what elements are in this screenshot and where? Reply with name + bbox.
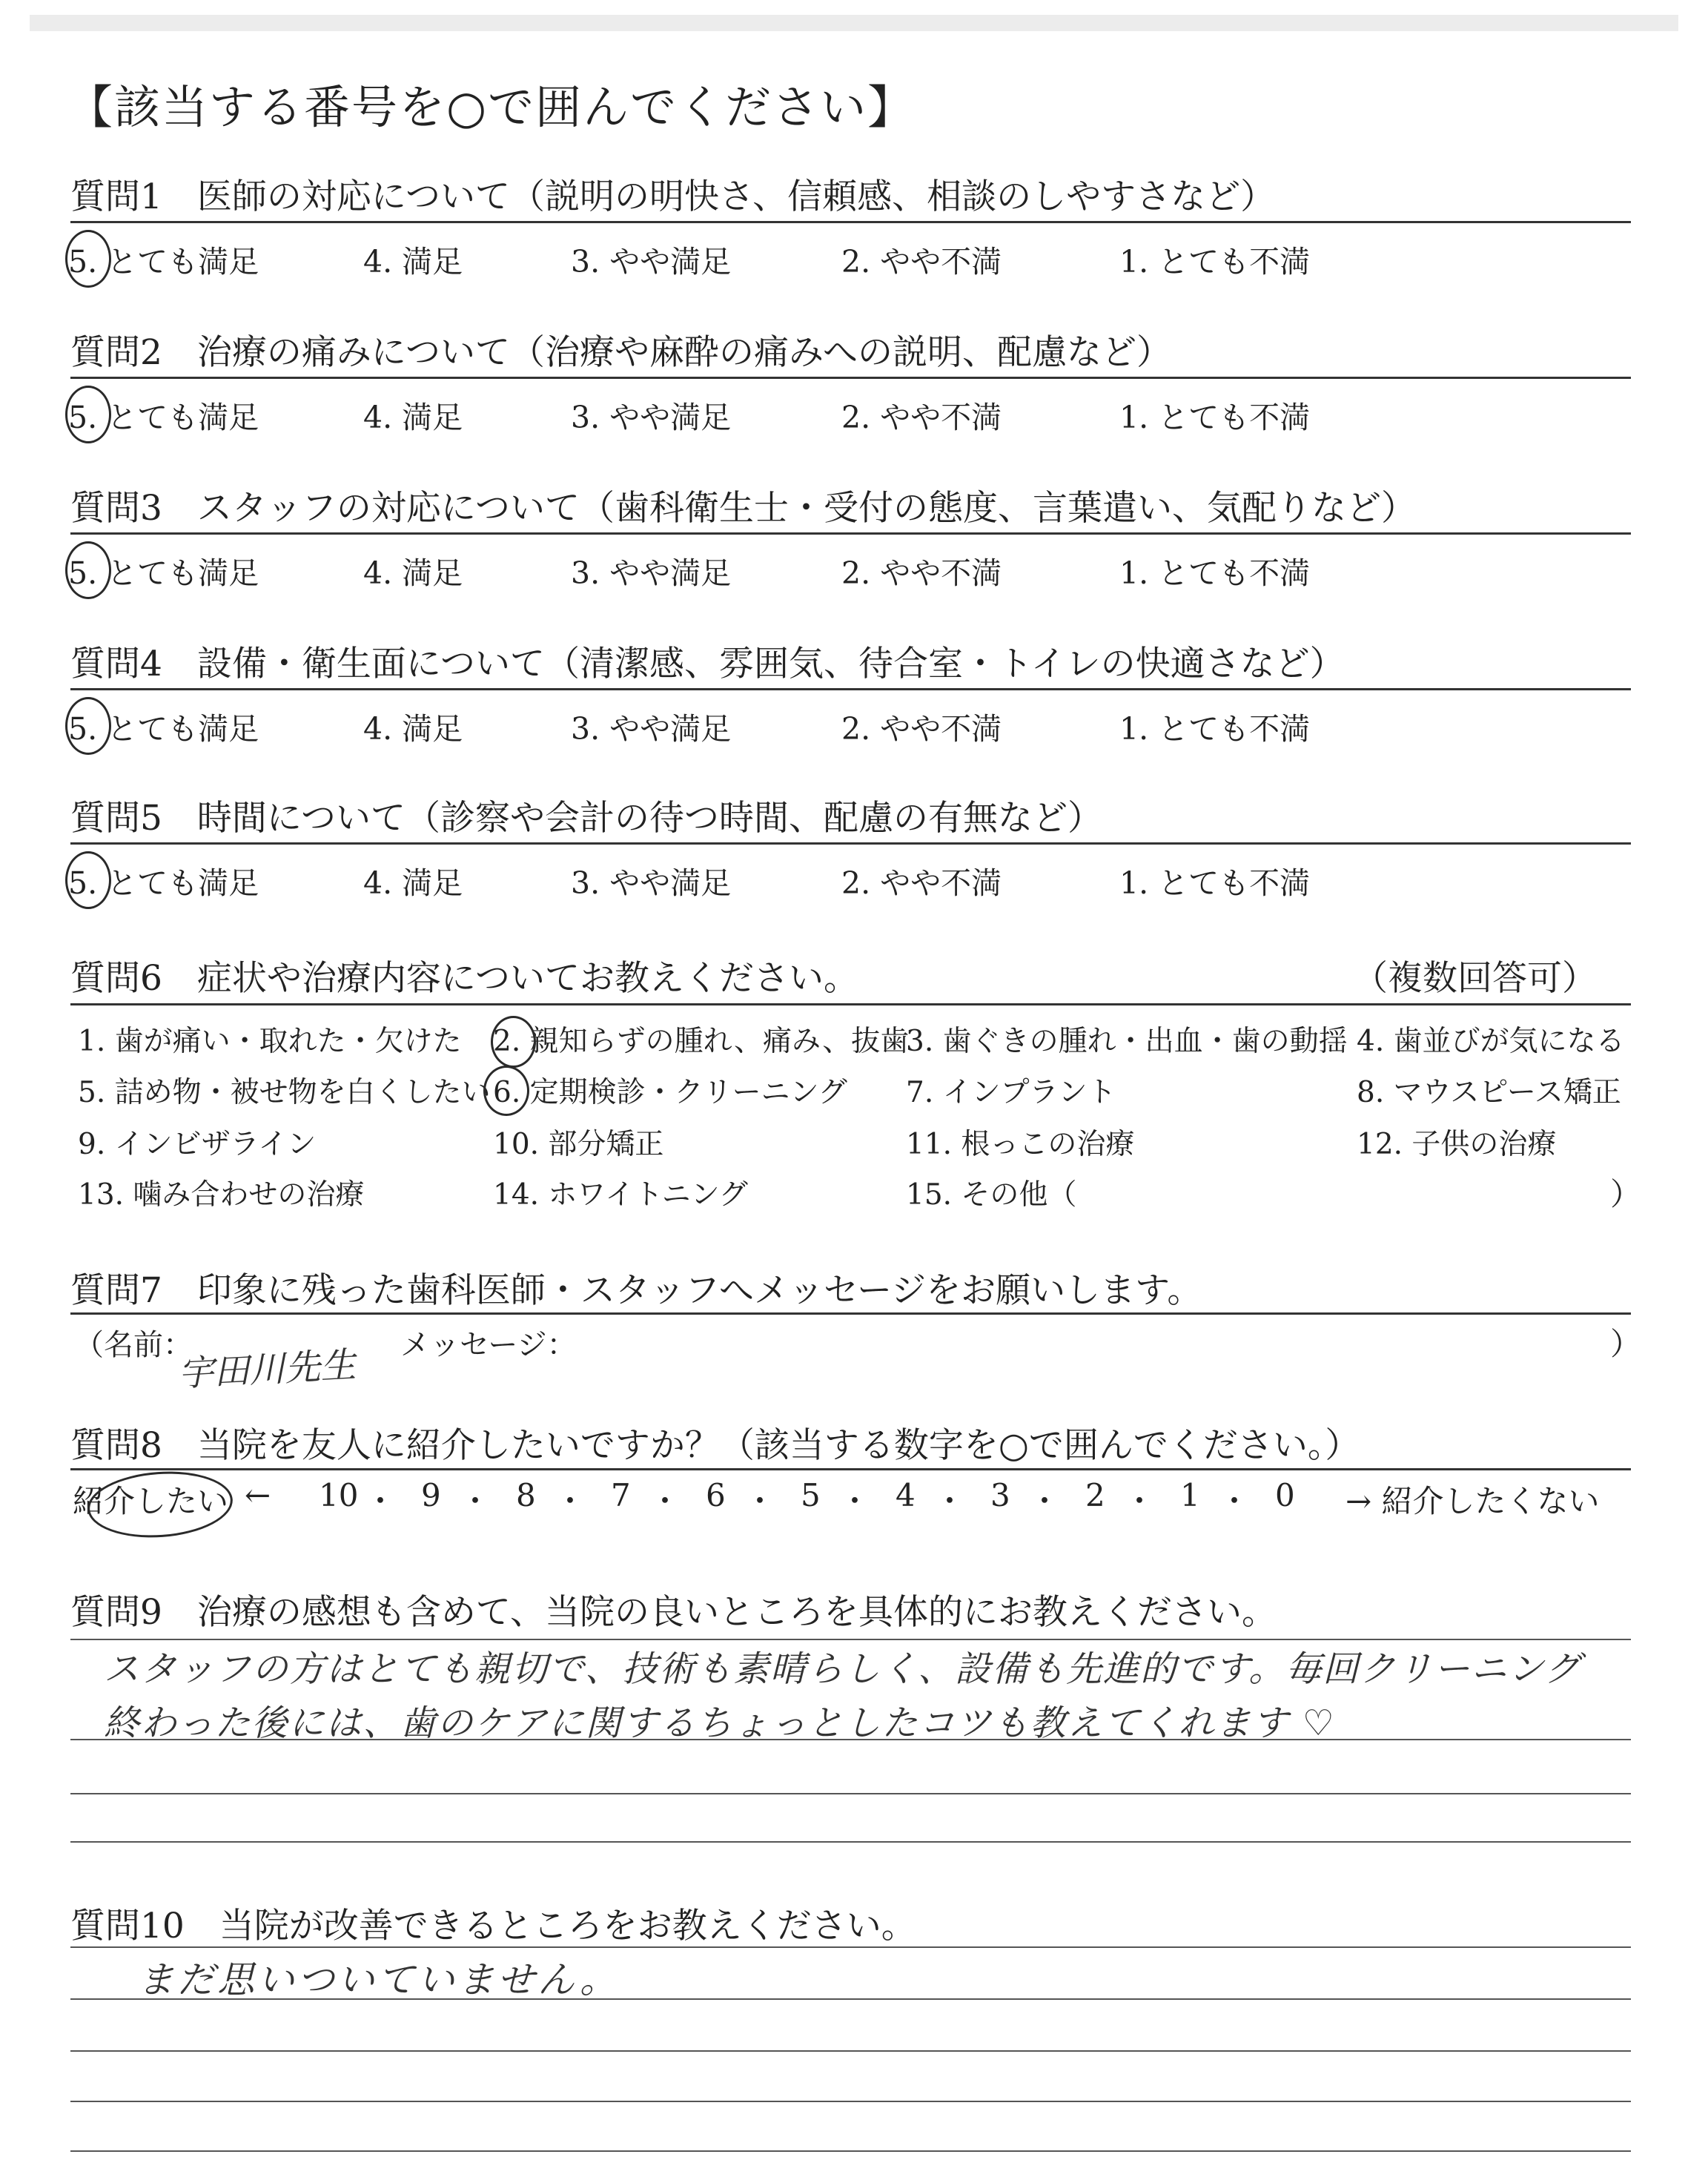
- q6-multi-note: （複数回答可）: [1353, 958, 1597, 999]
- q3-option[interactable]: 4. 満足: [363, 555, 463, 591]
- q10-line-1: [70, 1946, 1631, 1948]
- q8-scale-separator: ・: [1219, 1483, 1251, 1519]
- q3-option[interactable]: 5. とても満足: [68, 555, 259, 591]
- q8-scale-separator: ・: [839, 1483, 871, 1519]
- q6-item[interactable]: 12. 子供の治療: [1357, 1128, 1557, 1161]
- q8-scale-number[interactable]: 6: [706, 1477, 726, 1513]
- q6-item[interactable]: 2. 親知らずの腫れ、痛み、抜歯: [493, 1025, 910, 1058]
- q8-scale-number[interactable]: 1: [1180, 1477, 1200, 1513]
- q4-option[interactable]: 4. 満足: [363, 711, 463, 747]
- q7-rule: [70, 1312, 1631, 1315]
- q9-answer-line-1: スタッフの方はとても親切で、技術も素晴らしく、設備も先進的です。毎回クリーニング: [104, 1648, 1582, 1690]
- q10-line-5: [70, 2150, 1631, 2152]
- q1-option[interactable]: 3. やや満足: [571, 244, 732, 280]
- q8-scale-separator: ・: [365, 1483, 397, 1519]
- q3-option[interactable]: 1. とても不満: [1119, 555, 1311, 591]
- q6-selected-6-circle: [483, 1066, 529, 1116]
- q9-answer-line-2: 終わった後には、歯のケアに関するちょっとしたコツも教えてくれます ♡: [104, 1702, 1336, 1744]
- q8-scale-separator: ・: [649, 1483, 681, 1519]
- q6-item[interactable]: 13. 噛み合わせの治療: [78, 1178, 365, 1212]
- q1-option[interactable]: 5. とても満足: [68, 244, 259, 280]
- q9-line-4: [70, 1841, 1631, 1843]
- q6-item[interactable]: 11. 根っこの治療: [906, 1128, 1135, 1161]
- q6-item[interactable]: 7. インプラント: [906, 1076, 1116, 1109]
- q5-option[interactable]: 2. やや不満: [841, 865, 1002, 901]
- q4-title: 質問4 設備・衛生面について（清潔感、雰囲気、待合室・トイレの快適さなど）: [70, 644, 1345, 684]
- q3-option[interactable]: 3. やや満足: [571, 555, 732, 591]
- q8-scale-separator: ・: [744, 1483, 776, 1519]
- q6-item[interactable]: 4. 歯並びが気になる: [1357, 1025, 1625, 1058]
- q4-option[interactable]: 1. とても不満: [1119, 711, 1311, 747]
- q10-line-3: [70, 2050, 1631, 2052]
- q8-title: 質問8 当院を友人に紹介したいですか？（該当する数字を○で囲んでください。）: [70, 1425, 1360, 1466]
- q10-title: 質問10 当院が改善できるところをお教えください。: [70, 1906, 916, 1946]
- q7-message-label: メッセージ：: [400, 1328, 577, 1362]
- q6-other-close-paren: ）: [1610, 1176, 1642, 1212]
- q2-option[interactable]: 4. 満足: [363, 400, 463, 435]
- q8-scale-number[interactable]: 0: [1275, 1477, 1295, 1513]
- q10-line-4: [70, 2101, 1631, 2102]
- q2-title: 質問2 治療の痛みについて（治療や麻酔の痛みへの説明、配慮など）: [70, 332, 1172, 373]
- q5-rule: [70, 842, 1631, 845]
- q4-selected-circle: [65, 697, 111, 755]
- q7-handwritten-name: 宇田川先生: [176, 1344, 357, 1396]
- q1-rule: [70, 221, 1631, 223]
- q8-left-arrow: ←: [245, 1477, 271, 1513]
- q8-rule: [70, 1468, 1631, 1470]
- q4-rule: [70, 688, 1631, 690]
- q6-rule: [70, 1003, 1631, 1005]
- q1-title: 質問1 医師の対応について（説明の明快さ、信頼感、相談のしやすさなど）: [70, 176, 1276, 217]
- q5-selected-circle: [65, 851, 111, 909]
- q8-scale-number[interactable]: 10: [319, 1477, 359, 1513]
- q6-item[interactable]: 9. インビザライン: [78, 1128, 317, 1161]
- q6-title: 質問6 症状や治療内容についてお教えください。: [70, 958, 858, 999]
- q7-title: 質問7 印象に残った歯科医師・スタッフへメッセージをお願いします。: [70, 1270, 1202, 1311]
- q6-item[interactable]: 8. マウスピース矯正: [1357, 1076, 1621, 1109]
- q2-option[interactable]: 1. とても不満: [1119, 400, 1311, 435]
- q1-option[interactable]: 2. やや不満: [841, 244, 1002, 280]
- q1-option[interactable]: 4. 満足: [363, 244, 463, 280]
- q8-right-label: → 紹介したくない: [1345, 1483, 1600, 1519]
- q8-scale-separator: ・: [934, 1483, 966, 1519]
- q8-scale-number[interactable]: 3: [990, 1477, 1010, 1513]
- q2-selected-circle: [65, 386, 111, 443]
- q8-scale-separator: ・: [1124, 1483, 1156, 1519]
- q3-rule: [70, 532, 1631, 535]
- q3-selected-circle: [65, 541, 111, 599]
- q5-option[interactable]: 3. やや満足: [571, 865, 732, 901]
- q6-item[interactable]: 3. 歯ぐきの腫れ・出血・歯の動揺: [906, 1025, 1348, 1058]
- q2-rule: [70, 377, 1631, 379]
- q9-title: 質問9 治療の感想も含めて、当院の良いところを具体的にお教えください。: [70, 1592, 1277, 1633]
- q8-scale-number[interactable]: 9: [421, 1477, 441, 1513]
- q5-option[interactable]: 4. 満足: [363, 865, 463, 901]
- q8-scale-number[interactable]: 4: [896, 1477, 916, 1513]
- q8-scale-separator: ・: [1029, 1483, 1061, 1519]
- q5-option[interactable]: 5. とても満足: [68, 865, 259, 901]
- q4-option[interactable]: 3. やや満足: [571, 711, 732, 747]
- q1-option[interactable]: 1. とても不満: [1119, 244, 1311, 280]
- q8-scale-number[interactable]: 2: [1085, 1477, 1105, 1513]
- q8-scale-separator: ・: [555, 1483, 586, 1519]
- q2-option[interactable]: 5. とても満足: [68, 400, 259, 435]
- q5-option[interactable]: 1. とても不満: [1119, 865, 1311, 901]
- form-header: 【該当する番号を○で囲んでください】: [67, 80, 916, 134]
- q6-item[interactable]: 14. ホワイトニング: [493, 1178, 748, 1212]
- q8-scale-separator: ・: [460, 1483, 491, 1519]
- q9-line-3: [70, 1793, 1631, 1794]
- q7-name-label: （名前：: [74, 1328, 193, 1362]
- q6-selected-2-circle: [491, 1016, 536, 1068]
- q7-close-paren: ）: [1610, 1326, 1642, 1362]
- q8-scale-number[interactable]: 7: [611, 1477, 631, 1513]
- q2-option[interactable]: 2. やや不満: [841, 400, 1002, 435]
- q8-scale-number[interactable]: 8: [516, 1477, 536, 1513]
- q2-option[interactable]: 3. やや満足: [571, 400, 732, 435]
- q4-option[interactable]: 5. とても満足: [68, 711, 259, 747]
- q5-title: 質問5 時間について（診察や会計の待つ時間、配慮の有無など）: [70, 798, 1102, 839]
- scan-top-edge: [30, 15, 1678, 31]
- q3-title: 質問3 スタッフの対応について（歯科衛生士・受付の態度、言葉遣い、気配りなど）: [70, 488, 1416, 529]
- q3-option[interactable]: 2. やや不満: [841, 555, 1002, 591]
- q8-scale-number[interactable]: 5: [801, 1477, 821, 1513]
- q6-item[interactable]: 6. 定期検診・クリーニング: [493, 1076, 847, 1109]
- q6-item[interactable]: 10. 部分矯正: [493, 1128, 664, 1161]
- q4-option[interactable]: 2. やや不満: [841, 711, 1002, 747]
- q1-selected-circle: [65, 230, 111, 288]
- q6-item[interactable]: 1. 歯が痛い・取れた・欠けた: [78, 1025, 462, 1058]
- q6-item[interactable]: 5. 詰め物・被せ物を白くしたい: [78, 1076, 491, 1109]
- q6-item[interactable]: 15. その他（: [906, 1178, 1077, 1212]
- q10-answer-line-1: まだ思いついていません。: [137, 1958, 620, 2001]
- q8-left-label: 紹介したい: [73, 1483, 229, 1519]
